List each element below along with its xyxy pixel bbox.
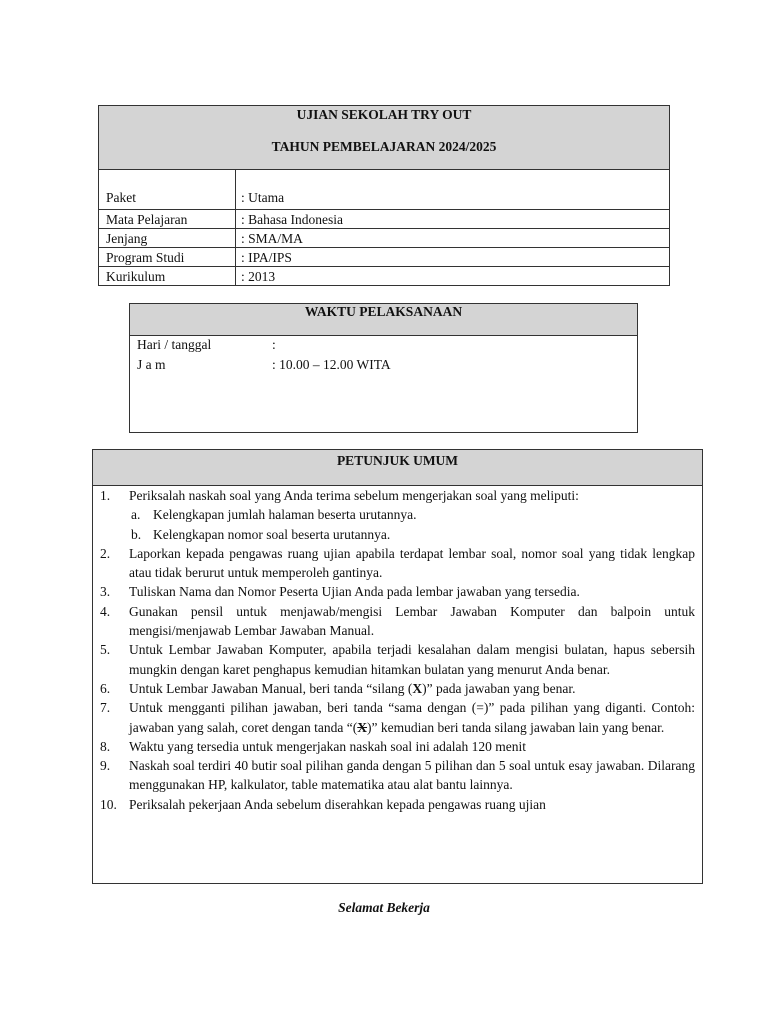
info-row-mata-pelajaran <box>99 209 669 228</box>
schedule-title: WAKTU PELAKSANAAN <box>130 304 637 336</box>
info-value: : 2013 <box>241 269 276 284</box>
info-row-program-studi <box>99 247 669 266</box>
academic-year: TAHUN PEMBELAJARAN 2024/2025 <box>271 139 497 154</box>
info-label: Paket <box>99 170 236 209</box>
sub-item-letter: b. <box>131 526 142 542</box>
item-text: Periksalah naskah soal yang Anda terima sebelum mengerjakan soal yang meliputi: <box>129 488 579 503</box>
item-text: Waktu yang tersedia untuk mengerjakan naskah soal ini adalah 120 menit <box>129 738 527 754</box>
list-item <box>93 698 702 737</box>
cross-mark: X <box>412 680 423 696</box>
instructions-list <box>93 486 702 814</box>
item-number: 10. <box>100 796 117 812</box>
sub-item-letter: a. <box>131 507 141 523</box>
list-item <box>93 486 702 505</box>
info-label: Kurikulum <box>99 267 236 285</box>
item-number: 2. <box>100 545 111 561</box>
item-number: 7. <box>100 700 111 716</box>
list-item <box>93 737 702 756</box>
item-number: 5. <box>100 642 111 658</box>
schedule-row-time <box>137 355 391 375</box>
list-item <box>93 679 702 698</box>
schedule-value: : 10.00 – 12.00 WITA <box>272 357 391 372</box>
item-text: Untuk Lembar Jawaban Komputer, apabila terjadi kesalahan dalam mengisi bulatan, hapus sebersih mungkin dengan karet penghapus kemudian hitamkan bulatan yang menurut Anda benar. <box>129 642 695 677</box>
item-text: Naskah soal terdiri 40 butir soal pilihan ganda dengan 5 pilihan dan 5 soal untuk esay jawaban. Dilarang menggunakan HP, kalkulator, table matematika atau alat bantu lainnya. <box>129 758 695 793</box>
schedule-row-date <box>137 335 276 355</box>
sub-list-item <box>93 525 702 544</box>
item-number: 1. <box>100 488 111 503</box>
info-value: : SMA/MA <box>241 231 303 246</box>
schedule-label: J a m <box>137 357 166 372</box>
info-label: Jenjang <box>99 229 236 247</box>
list-item <box>93 582 702 601</box>
item-text: Untuk mengganti pilihan jawaban, beri tanda “sama dengan (=)” pada pilihan yang diganti. Contoh: jawaban yang salah, coret dengan tanda “(X)” kemudian beri tanda silang jawaban lain yang benar. <box>129 700 695 735</box>
item-text: Laporkan kepada pengawas ruang ujian apabila terdapat lembar soal, nomor soal yang tidak lengkap atau tidak berurut untuk memperoleh gantinya. <box>129 545 695 581</box>
list-item <box>93 544 702 583</box>
list-item <box>93 602 702 641</box>
item-text: Tuliskan Nama dan Nomor Peserta Ujian Anda pada lembar jawaban yang tersedia. <box>129 584 580 600</box>
instructions-title: PETUNJUK UMUM <box>93 450 702 486</box>
info-value: : Bahasa Indonesia <box>241 212 343 227</box>
exam-title: UJIAN SEKOLAH TRY OUT <box>296 107 472 122</box>
closing-text: Selamat Bekerja <box>338 900 430 915</box>
list-item <box>93 795 702 814</box>
exam-title-block <box>99 106 669 170</box>
schedule-box <box>129 303 638 433</box>
info-value: : Utama <box>241 190 285 205</box>
item-number: 3. <box>100 584 111 600</box>
sub-item-text: Kelengkapan nomor soal beserta urutannya. <box>153 526 391 542</box>
info-label: Mata Pelajaran <box>99 210 236 228</box>
exam-header-table <box>98 105 670 286</box>
item-number: 8. <box>100 738 111 754</box>
info-row-paket <box>99 170 669 209</box>
item-number: 6. <box>100 680 111 696</box>
item-number: 4. <box>100 603 111 619</box>
sub-item-text: Kelengkapan jumlah halaman beserta urutannya. <box>153 507 417 523</box>
sub-list-item <box>93 505 702 524</box>
info-row-jenjang <box>99 228 669 247</box>
schedule-label: Hari / tanggal <box>137 337 212 352</box>
item-text: Untuk Lembar Jawaban Manual, beri tanda “silang (X)” pada jawaban yang benar. <box>129 680 576 696</box>
schedule-value: : <box>272 337 276 352</box>
general-instructions-box <box>92 449 703 884</box>
struck-cross-mark: X <box>357 719 368 735</box>
info-value: : IPA/IPS <box>241 250 292 265</box>
item-text: Periksalah pekerjaan Anda sebelum diserahkan kepada pengawas ruang ujian <box>129 796 546 812</box>
item-text: Gunakan pensil untuk menjawab/mengisi Lembar Jawaban Komputer dan balpoin untuk mengisi/menjawab Lembar Jawaban Manual. <box>129 603 695 639</box>
item-number: 9. <box>100 758 111 774</box>
list-item <box>93 756 702 795</box>
list-item <box>93 640 702 679</box>
info-label: Program Studi <box>99 248 236 266</box>
info-row-kurikulum <box>99 266 669 285</box>
